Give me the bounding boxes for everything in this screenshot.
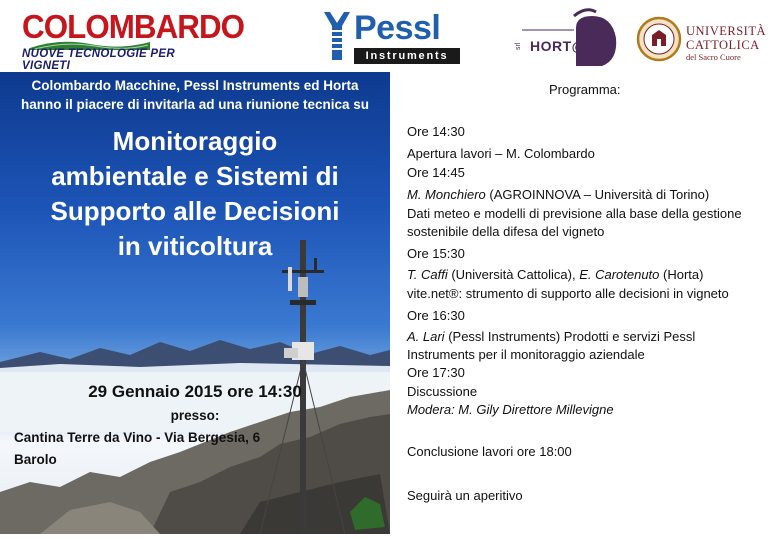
- venue-address: Cantina Terre da Vino - Via Bergesia, 6: [14, 430, 261, 445]
- pessl-wordmark: Pessl: [354, 9, 441, 47]
- pessl-subtitle: Instruments: [354, 48, 460, 64]
- item-1-text: Apertura lavori – M. Colombardo: [407, 146, 595, 161]
- item-3-talk-1: vite.net®: strumento di supporto alle decisioni in vigneto: [407, 286, 729, 301]
- horta-wordmark: HORT@: [530, 38, 586, 54]
- cattolica-line2: CATTOLICA: [686, 38, 760, 52]
- time-2: Ore 14:45: [407, 165, 465, 180]
- time-4: Ore 16:30: [407, 308, 465, 323]
- aperitivo: Seguirà un aperitivo: [407, 488, 523, 503]
- colombardo-logo: [20, 8, 245, 72]
- pessl-logo: [322, 8, 462, 68]
- item-2-talk-2: sostenibile della difesa del vigneto: [407, 224, 605, 239]
- speaker-carotenuto: E. Carotenuto: [579, 267, 660, 282]
- colombardo-tagline: NUOVE TECNOLOGIE PER VIGNETI: [22, 48, 175, 72]
- affil-monchiero: (AGROINNOVA – Università di Torino): [485, 187, 710, 202]
- intro-line-2: hanno il piacere di invitarla ad una riunione tecnica su: [20, 97, 370, 112]
- speaker-monchiero: M. Monchiero: [407, 187, 486, 202]
- cattolica-logo: [634, 14, 774, 66]
- item-3-speaker-line: [407, 267, 703, 283]
- item-2-speaker-line: [407, 187, 709, 203]
- university-seal-icon: [636, 16, 682, 62]
- venue-town: Barolo: [14, 452, 57, 467]
- colombardo-brand: COLOMBARDO: [22, 8, 245, 45]
- cattolica-line1: UNIVERSITÀ: [686, 24, 766, 38]
- title-line-4: in viticoltura: [117, 231, 273, 261]
- title-line-2: ambientale e Sistemi di: [51, 161, 339, 191]
- programma-heading: Programma:: [549, 82, 621, 97]
- title-line-3: Supporto alle Decisioni: [50, 196, 340, 226]
- affil-carotenuto: (Horta): [659, 267, 704, 282]
- title-line-1: Monitoraggio: [112, 126, 278, 156]
- horta-logo: [512, 8, 627, 70]
- item-4-talk-1: Instruments per il monitoraggio aziendale: [407, 347, 645, 362]
- affil-lari: (Pessl Instruments) Prodotti e servizi Pessl: [444, 329, 696, 344]
- item-4-speaker-line: [407, 329, 695, 345]
- horta-srl: srl: [515, 42, 522, 50]
- item-5-text: Discussione: [407, 384, 478, 399]
- time-3: Ore 15:30: [407, 246, 465, 261]
- event-date: 29 Gennaio 2015 ore 14:30: [88, 382, 302, 401]
- event-title: [0, 124, 390, 264]
- cattolica-line3: del Sacro Cuore: [686, 52, 741, 62]
- conclusion: Conclusione lavori ore 18:00: [407, 444, 572, 459]
- item-2-talk-1: Dati meteo e modelli di previsione alla base della gestione: [407, 206, 742, 221]
- time-1: Ore 14:30: [407, 124, 465, 139]
- affil-caffi: (Università Cattolica),: [447, 267, 580, 282]
- item-5-moderator: Modera: M. Gily Direttore Millevigne: [407, 402, 614, 417]
- intro-line-1: Colombardo Macchine, Pessl Instruments ed Horta: [31, 78, 359, 93]
- speaker-caffi: T. Caffi: [407, 267, 448, 282]
- pessl-emblem-icon: [322, 10, 352, 66]
- time-5: Ore 17:30: [407, 365, 465, 380]
- mountain-photo: [0, 72, 390, 534]
- venue-label: presso:: [170, 408, 220, 423]
- speaker-lari: A. Lari: [407, 329, 445, 344]
